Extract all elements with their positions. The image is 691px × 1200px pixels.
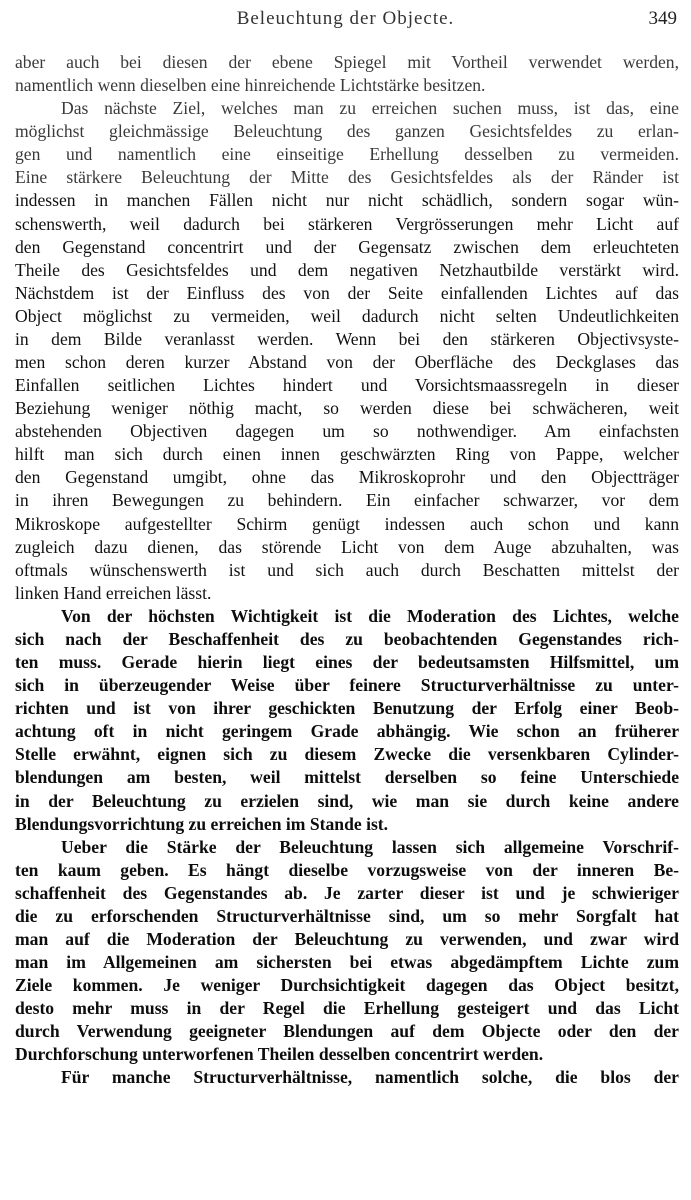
text-line: namentlich wenn dieselben eine hinreichende Lichtstärke besitzen.	[15, 75, 486, 96]
text-line: ten kaum geben. Es hängt dieselbe vorzugsweise von der inneren Be-	[15, 859, 679, 880]
text-line: Blendungsvorrichtung zu erreichen im Stande ist.	[15, 813, 389, 834]
text-line: den Gegenstand umgibt, ohne das Mikroskoprohr und den Objectträger	[15, 467, 679, 488]
text-line: Eine stärkere Beleuchtung der Mitte des Gesichtsfeldes als der Ränder ist	[15, 167, 679, 188]
text-line: sich in überzeugender Weise über feinere Structurverhältnisse zu unter-	[15, 675, 679, 696]
text-line: Stelle erwähnt, eignen sich zu diesem Zwecke die versenkbaren Cylinder-	[15, 744, 679, 765]
text-line: hilft man sich durch einen innen geschwärzten Ring von Pappe, welcher	[15, 444, 679, 465]
text-line: sich nach der Beschaffenheit des zu beobachtenden Gegenstandes rich-	[15, 628, 679, 649]
text-line: man auf die Moderation der Beleuchtung zu verwenden, und zwar wird	[15, 928, 679, 949]
text-line: in der Beleuchtung zu erzielen sind, wie man sie durch keine andere	[15, 790, 679, 811]
body-text	[15, 51, 679, 1090]
text-line: Beziehung weniger nöthig macht, so werden diese bei schwächeren, weit	[15, 398, 679, 419]
running-head	[14, 4, 677, 34]
text-line: in ihren Bewegungen zu behindern. Ein einfacher schwarzer, vor dem	[15, 490, 679, 511]
text-line: die zu erforschenden Structurverhältnisse sind, um so mehr Sorgfalt hat	[15, 905, 679, 926]
text-line: gen und namentlich eine einseitige Erhellung desselben zu vermeiden.	[15, 144, 679, 165]
running-head-title: Beleuchtung der Objecte.	[236, 8, 455, 29]
text-line: Einfallen seitlichen Lichtes hindert und Vorsichtsmaassregeln in dieser	[15, 375, 679, 396]
text-line: Für manche Structurverhältnisse, namentlich solche, die blos der	[61, 1067, 679, 1088]
text-line: linken Hand erreichen lässt.	[15, 582, 212, 603]
text-line: blendungen am besten, weil mittelst derselben so feine Unterschiede	[15, 767, 679, 788]
text-line: schenswerth, weil dadurch bei stärkeren Vergrösserungen mehr Licht auf	[15, 213, 679, 234]
text-line: oftmals wünschenswerth ist und sich auch durch Beschatten mittelst der	[15, 559, 679, 580]
text-line: Das nächste Ziel, welches man zu erreichen suchen muss, ist das, eine	[61, 98, 679, 119]
text-line: Mikroskope aufgestellter Schirm genügt indessen auch schon und kann	[15, 513, 679, 534]
page-number: 349	[648, 8, 677, 29]
text-line: Nächstdem ist der Einfluss des von der Seite einfallenden Lichtes auf das	[15, 282, 679, 303]
text-line: Theile des Gesichtsfeldes und dem negativen Netzhautbilde verstärkt wird.	[15, 259, 679, 280]
text-line: desto mehr muss in der Regel die Erhellung gesteigert und das Licht	[15, 998, 679, 1019]
text-line: Ziele kommen. Je weniger Durchsichtigkeit dagegen das Object besitzt,	[15, 975, 679, 996]
text-line: Durchforschung unterworfenen Theilen desselben concentrirt werden.	[15, 1044, 544, 1065]
text-line: richten und ist von ihrer geschickten Benutzung der Erfolg einer Beob-	[15, 698, 679, 719]
text-line: man im Allgemeinen am sichersten bei etwas abgedämpftem Lichte zum	[15, 952, 679, 973]
text-line: in dem Bilde veranlasst werden. Wenn bei den stärkeren Objectivsyste-	[15, 328, 679, 349]
text-line: möglichst gleichmässige Beleuchtung des ganzen Gesichtsfeldes zu erlan-	[15, 121, 679, 142]
text-line: men schon deren kurzer Abstand von der Oberfläche des Deckglases das	[15, 352, 679, 373]
text-line: durch Verwendung geeigneter Blendungen auf dem Objecte oder den der	[15, 1021, 679, 1042]
text-line: Von der höchsten Wichtigkeit ist die Moderation des Lichtes, welche	[61, 605, 679, 626]
text-line: aber auch bei diesen der ebene Spiegel mit Vortheil verwendet werden,	[15, 52, 679, 72]
text-line: abstehenden Objectiven dagegen um so nothwendiger. Am einfachsten	[15, 421, 679, 442]
text-line: indessen in manchen Fällen nicht nur nicht schädlich, sondern sogar wün-	[15, 190, 679, 211]
text-line: Object möglichst zu vermeiden, weil dadurch nicht selten Undeutlichkeiten	[15, 305, 679, 326]
text-line: zugleich dazu dienen, das störende Licht von dem Auge abzuhalten, was	[15, 536, 679, 557]
text-line: achtung oft in nicht geringem Grade abhängig. Wie schon an früherer	[15, 721, 679, 742]
text-line: den Gegenstand concentrirt und der Gegensatz zwischen dem erleuchteten	[15, 236, 679, 257]
text-line: schaffenheit des Gegenstandes ab. Je zarter dieser ist und je schwieriger	[15, 882, 679, 903]
text-line: ten muss. Gerade hierin liegt eines der bedeutsamsten Hilfsmittel, um	[15, 652, 679, 673]
text-line: Ueber die Stärke der Beleuchtung lassen sich allgemeine Vorschrif-	[61, 836, 679, 857]
